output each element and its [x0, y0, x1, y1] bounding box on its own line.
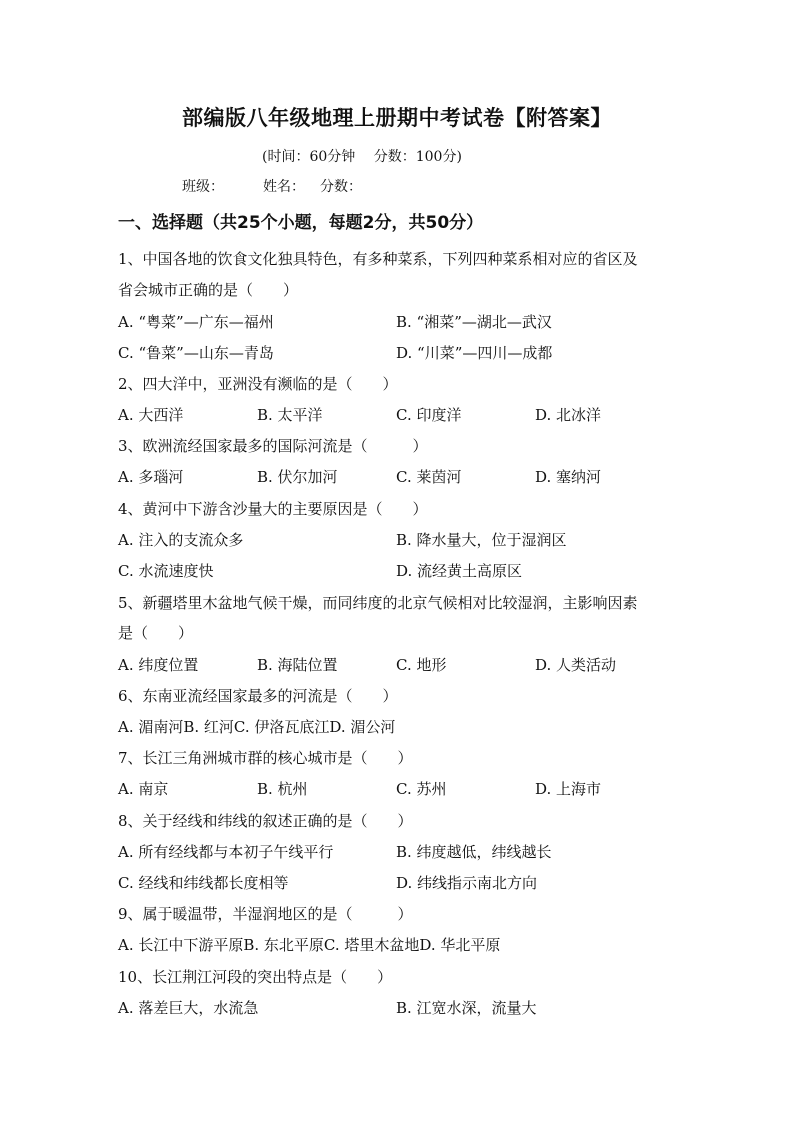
question-text: 省会城市正确的是（ ）: [118, 281, 299, 299]
option: D. 流经黄土高原区: [396, 562, 523, 580]
option: D. “川菜”—四川—成都: [396, 344, 553, 362]
option: D. 北冰洋: [535, 406, 602, 424]
option: D. 人类活动: [535, 656, 617, 674]
option: B. 太平洋: [257, 406, 323, 424]
question-text: 8、关于经线和纬线的叙述正确的是（ ）: [118, 812, 413, 830]
question-text: 3、欧洲流经国家最多的国际河流是（ ）: [118, 437, 428, 455]
option: B. 伏尔加河: [257, 468, 338, 486]
option: C. 莱茵河: [396, 468, 462, 486]
option: C. “鲁菜”—山东—青岛: [118, 344, 274, 362]
option: A. 落差巨大，水流急: [118, 999, 259, 1017]
option: A. “粤菜”—广东—福州: [118, 313, 274, 331]
option: A. 长江中下游平原B. 东北平原C. 塔里木盆地D. 华北平原: [118, 936, 501, 954]
score-label: 分数：: [320, 179, 362, 195]
option: C. 经线和纬线都长度相等: [118, 874, 289, 892]
option: C. 印度洋: [396, 406, 462, 424]
option: A. 注入的支流众多: [118, 531, 244, 549]
option: C. 苏州: [396, 780, 447, 798]
question-text: 1、中国各地的饮食文化独具特色，有多种菜系，下列四种菜系相对应的省区及: [118, 250, 638, 268]
option: B. 江宽水深，流量大: [396, 999, 537, 1017]
question-text: 10、长江荆江河段的突出特点是（ ）: [118, 968, 393, 986]
option: B. “湘菜”—湖北—武汉: [396, 313, 552, 331]
question-text: 2、四大洋中，亚洲没有濒临的是（ ）: [118, 375, 398, 393]
option: B. 杭州: [257, 780, 308, 798]
option: C. 地形: [396, 656, 447, 674]
section-title: 一、选择题（共25个小题，每题2分，共50分）: [118, 213, 484, 233]
option: D. 塞纳河: [535, 468, 602, 486]
option: D. 纬线指示南北方向: [396, 874, 538, 892]
option: B. 降水量大，位于湿润区: [396, 531, 567, 549]
class-label: 班级：: [182, 179, 224, 195]
option: D. 上海市: [535, 780, 602, 798]
option: A. 纬度位置: [118, 656, 199, 674]
name-label: 姓名：: [263, 179, 305, 195]
option: A. 湄南河B. 红河C. 伊洛瓦底江D. 湄公河: [118, 718, 396, 736]
option: A. 南京: [118, 780, 169, 798]
option: C. 水流速度快: [118, 562, 214, 580]
option: B. 纬度越低，纬线越长: [396, 843, 552, 861]
question-text: 4、黄河中下游含沙量大的主要原因是（ ）: [118, 500, 428, 518]
option: A. 所有经线都与本初子午线平行: [118, 843, 334, 861]
option: A. 多瑙河: [118, 468, 184, 486]
question-text: 9、属于暖温带，半湿润地区的是（ ）: [118, 905, 413, 923]
exam-title: 部编版八年级地理上册期中考试卷【附答案】: [182, 106, 612, 130]
question-text: 5、新疆塔里木盆地气候干燥，而同纬度的北京气候相对比较湿润，主影响因素: [118, 594, 638, 612]
option: A. 大西洋: [118, 406, 184, 424]
time-score-info: (时间：60分钟 分数：100分): [262, 149, 462, 165]
question-text: 7、长江三角洲城市群的核心城市是（ ）: [118, 749, 413, 767]
option: B. 海陆位置: [257, 656, 338, 674]
question-text: 是（ ）: [118, 624, 194, 642]
question-text: 6、东南亚流经国家最多的河流是（ ）: [118, 687, 398, 705]
